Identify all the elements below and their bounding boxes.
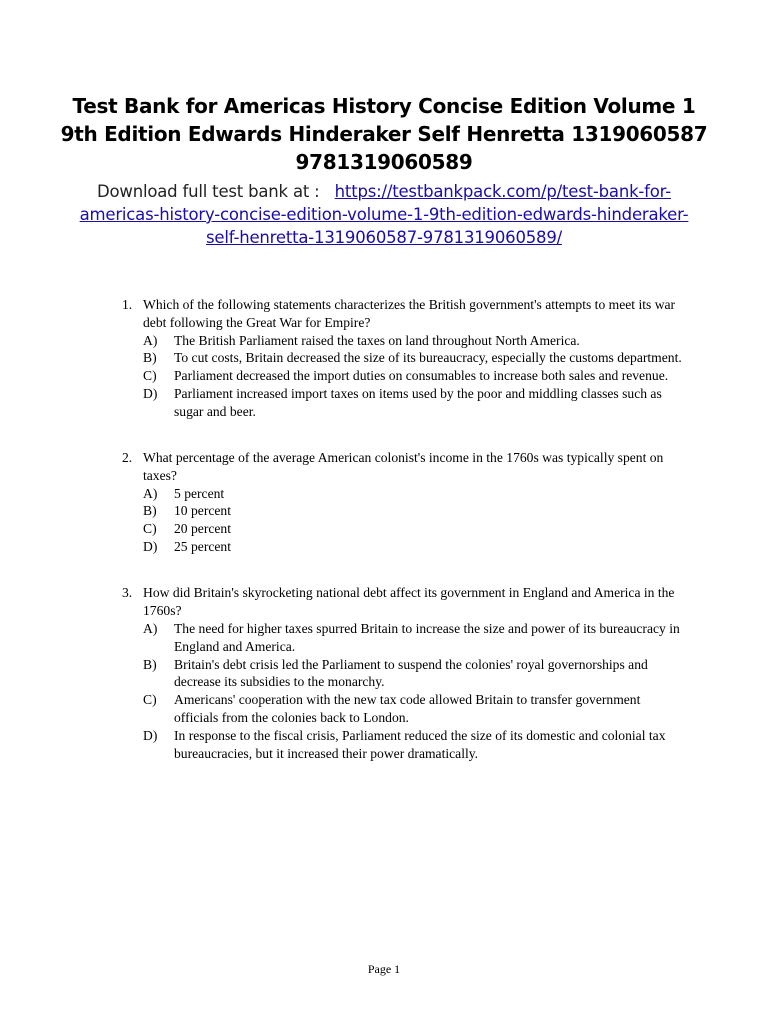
choice-letter: C) (143, 368, 157, 384)
choice-letter: B) (143, 503, 157, 519)
choice-item (143, 367, 682, 385)
choice-item (143, 620, 682, 656)
choice-letter: D) (143, 539, 158, 555)
question-text: Which of the following statements characterizes the British government's attempts to meet its war debt following the Great War for Empire? (143, 297, 676, 330)
choice-text: Britain's debt crisis led the Parliament to suspend the colonies' royal governorships and decrease its subsidies to the monarchy. (174, 656, 648, 690)
choice-letter: C) (143, 692, 157, 708)
download-line (70, 180, 698, 249)
question-text: How did Britain's skyrocketing national debt affect its government in England and America in the 1760s? (143, 585, 675, 619)
choice-text: Parliament decreased the import duties on consumables to increase both sales and revenue. (174, 368, 669, 384)
choice-item (143, 727, 682, 763)
question-list (122, 296, 682, 791)
choice-item (143, 502, 682, 520)
choice-list (143, 332, 682, 421)
page-number: Page 1 (367, 962, 401, 976)
choice-item (143, 349, 682, 367)
choice-text: 20 percent (174, 521, 231, 537)
choice-item (143, 332, 682, 350)
choice-text: To cut costs, Britain decreased the size of its bureaucracy, especially the customs department. (174, 350, 682, 366)
choice-item (143, 656, 682, 692)
question-number: 2. (122, 450, 133, 466)
choice-letter: B) (143, 350, 157, 366)
question-1 (122, 296, 682, 421)
question-text: What percentage of the average American colonist's income in the 1760s was typically spent on taxes? (143, 450, 664, 483)
document-title: Test Bank for Americas History Concise Edition Volume 1 9th Edition Edwards Hinderaker Self Henretta 1319060587 9781319060589 (60, 94, 708, 174)
choice-text: 5 percent (174, 485, 225, 501)
question-2 (122, 449, 682, 556)
choice-text: Americans' cooperation with the new tax code allowed Britain to transfer government officials from the colonies back to London. (174, 692, 641, 725)
choice-letter: D) (143, 727, 158, 743)
choice-item (143, 485, 682, 503)
choice-text: 25 percent (174, 539, 231, 555)
choice-text: The British Parliament raised the taxes on land throughout North America. (174, 332, 580, 348)
choice-item (143, 385, 682, 421)
choice-letter: A) (143, 485, 158, 501)
choice-list (143, 485, 682, 556)
choice-item (143, 691, 682, 727)
question-number: 1. (122, 297, 133, 312)
download-label: Download full test bank at : (97, 182, 320, 201)
download-link[interactable]: https://testbankpack.com/p/test-bank-for-americas-history-concise-edition-volume-1-9th-edition-edwards-hinderaker-self-henretta-1319060587-9781319060589/ (79, 182, 689, 247)
choice-list (143, 620, 682, 762)
choice-text: The need for higher taxes spurred Britain to increase the size and power of its bureaucracy in England and America. (174, 620, 680, 654)
choice-text: In response to the fiscal crisis, Parliament reduced the size of its domestic and colonial tax bureaucracies, but it increased their power dramatically. (174, 727, 666, 761)
choice-text: 10 percent (174, 503, 231, 519)
choice-text: Parliament increased import taxes on items used by the poor and middling classes such as sugar and beer. (174, 385, 662, 419)
choice-item (143, 520, 682, 538)
choice-item (143, 538, 682, 556)
question-3 (122, 584, 682, 762)
question-number: 3. (122, 585, 133, 601)
choice-letter: A) (143, 332, 158, 348)
choice-letter: D) (143, 385, 158, 401)
choice-letter: C) (143, 521, 157, 537)
choice-letter: B) (143, 656, 157, 672)
choice-letter: A) (143, 620, 158, 636)
